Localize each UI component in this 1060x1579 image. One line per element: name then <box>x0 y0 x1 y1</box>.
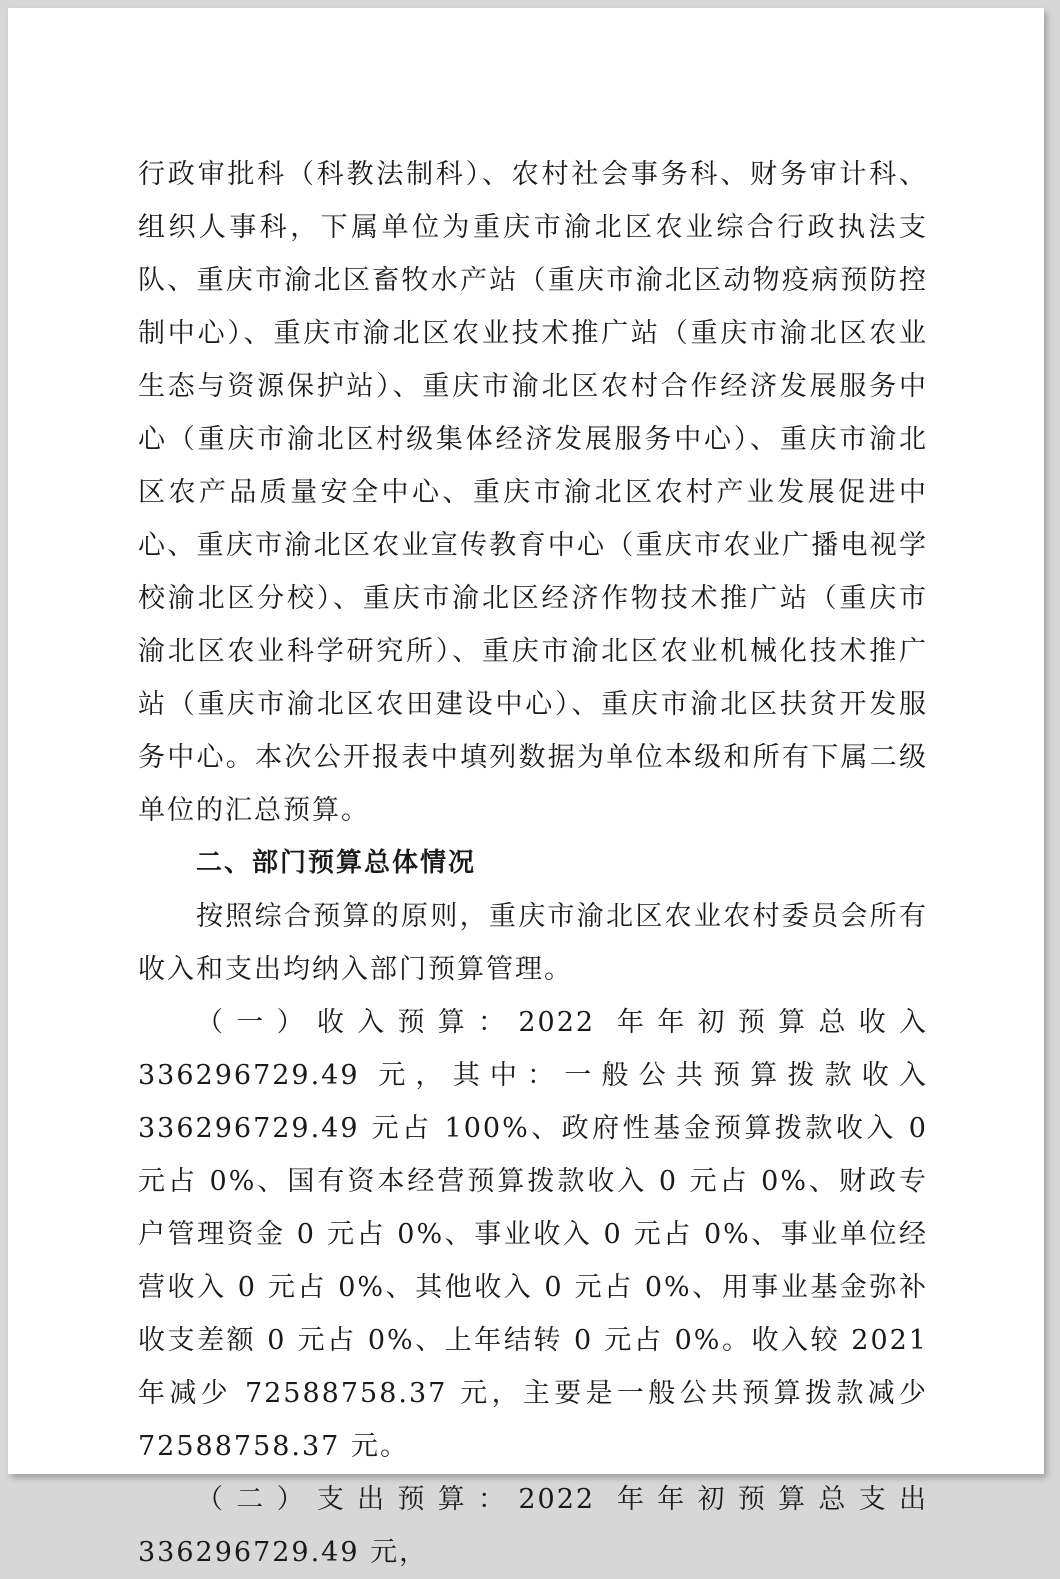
document-page <box>8 8 1044 1568</box>
paragraph-org-units: 行政审批科（科教法制科）、农村社会事务科、财务审计科、组织人事科，下属单位为重庆市渝北区农业综合行政执法支队、重庆市渝北区畜牧水产站（重庆市渝北区动物疫病预防控制中心）、重庆市渝北区农业技术推广站（重庆市渝北区农业生态与资源保护站）、重庆市渝北区农村合作经济发展服务中心（重庆市渝北区村级集体经济发展服务中心）、重庆市渝北区农产品质量安全中心、重庆市渝北区农村产业发展促进中心、重庆市渝北区农业宣传教育中心（重庆市农业广播电视学校渝北区分校）、重庆市渝北区经济作物技术推广站（重庆市渝北区农业科学研究所）、重庆市渝北区农业机械化技术推广站（重庆市渝北区农田建设中心）、重庆市渝北区扶贫开发服务中心。本次公开报表中填列数据为单位本级和所有下属二级单位的汇总预算。 <box>138 159 928 826</box>
paragraph-principle: 按照综合预算的原则，重庆市渝北区农业农村委员会所有收入和支出均纳入部门预算管理。 <box>138 901 928 985</box>
section-heading: 二、部门预算总体情况 <box>196 848 477 878</box>
paragraph-income-budget: （一）收入预算：2022 年年初预算总收入 336296729.49 元，其中：一般公共预算拨款收入 336296729.49 元占 100%、政府性基金预算拨款收入 0 元占 0%、国有资本经营预算拨款收入 0 元占 0%、财政专户管理资金 0 元占 0%、事业收入 0 元占 0%、事业单位经营收入 0 元占 0%、其他收入 0 元占 0%、用事业基金弥补收支差额 0 元占 0%、上年结转 0 元占 0%。收入较 2021 年减少 72588758.37 元，主要是一般公共预算拨款减少 72588758.37 元。 <box>138 1007 928 1462</box>
paragraph-expense-budget: （二）支出预算：2022 年年初预算总支出 336296729.49 元， <box>138 1484 928 1568</box>
document-body <box>138 148 928 1579</box>
